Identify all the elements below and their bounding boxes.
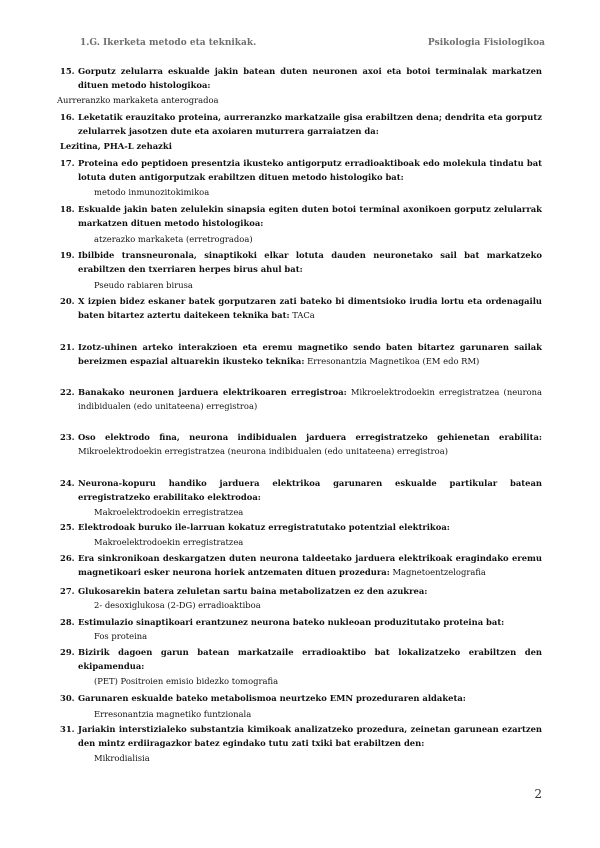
question-number: 23.	[60, 432, 75, 442]
answer-text: Pseudo rabiaren birusa	[94, 280, 193, 290]
question-text: Jariakin interstizialeko substantzia kimikoak analizatzeko prozedura, zeinetan garunean ezartzen den mintz erdiiragazkor batez egindako tutu zati txiki bat erabiltzen den:	[78, 724, 542, 749]
answer-text: Erresonantzia Magnetikoa (EM edo RM)	[307, 356, 480, 367]
question-item	[60, 615, 542, 629]
question-text: Oso elektrodo fina, neurona indibidualen jarduera erregistratzeko gehienetan erabilita:	[78, 432, 542, 442]
question-text: X izpien bidez eskaner batek gorputzaren zati bateko bi dimentsioko irudia lortu eta ordenagailu baten bitartez aztertu daitekeen teknika bat:	[78, 296, 542, 321]
question-item	[60, 645, 542, 674]
header-left: 1.G. Ikerketa metodo eta teknikak.	[80, 38, 257, 48]
answer-text: Mikroelektrodoekin erregistratzea (neurona indibidualen (edo unitateena) erregistroa)	[78, 387, 543, 412]
question-number: 31.	[60, 724, 75, 734]
question-text: Garunaren eskualde bateko metabolismoa neurtzeko EMN prozeduraren aldaketa:	[78, 693, 466, 703]
question-number: 21.	[60, 342, 75, 352]
question-number: 17.	[60, 158, 75, 168]
question-number: 18.	[60, 204, 75, 214]
answer-text: Erresonantzia magnetiko funtzionala	[94, 709, 252, 719]
question-text: Elektrodoak buruko ile-larruan kokatuz erregistratutako potentzial elektrikoa:	[78, 522, 450, 532]
question-number: 30.	[60, 693, 75, 703]
answer-text: atzerazko markaketa (erretrogradoa)	[94, 234, 253, 244]
answer-text: Mikroelektrodoekin erregistratzea (neurona indibidualen (edo unitateena) erregistroa)	[78, 446, 448, 457]
question-number: 19.	[60, 250, 75, 260]
answer-text: Makroelektrodoekin erregistratzea	[94, 507, 244, 517]
question-item	[60, 520, 542, 534]
question-text: Leketatik erauzitako proteina, aurreranzko markatzaile gisa erabiltzen dena; dendrita eta gorputz zelularrek jasotzen dute eta axoiaren muturrera garraiatzen da:	[78, 112, 542, 137]
question-item	[60, 551, 542, 580]
question-number: 24.	[60, 478, 75, 488]
question-item	[60, 248, 542, 277]
question-text: Neurona-kopuru handiko jarduera elektrikoa garunaren eskualde partikular batean erregistratzeko erabilitako elektrodoa:	[78, 478, 542, 503]
question-item	[60, 584, 542, 598]
question-number: 20.	[60, 296, 75, 306]
question-number: 29.	[60, 647, 75, 657]
question-text: Estimulazio sinaptikoari erantzunez neurona bateko nukleoan produzitutako proteina bat:	[78, 617, 505, 627]
answer-text: (PET) Positroien emisio bidezko tomografia	[94, 676, 279, 686]
answer-text: 2- desoxiglukosa (2-DG) erradioaktiboa	[94, 600, 261, 610]
question-number: 25.	[60, 522, 75, 532]
answer-text: Aurreranzko markaketa anterogradoa	[57, 95, 219, 105]
answer-text: Fos proteina	[94, 631, 148, 641]
answer-text: Mikrodialisia	[94, 753, 150, 763]
question-text: Era sinkronikoan deskargatzen duten neurona taldeetako jarduera elektrikoak eragindako eremu magnetikoari esker neurona horiek antzematen dituen prozedura:	[78, 553, 542, 578]
question-text: Banakako neuronen jarduera elektrikoaren erregistroa:	[78, 387, 347, 397]
question-item	[60, 430, 542, 459]
question-text: Bizirik dagoen garun batean markatzaile erradioaktibo bat lokalizatzeko erabiltzen den ekipamendua:	[78, 647, 542, 672]
question-text: Proteina edo peptidoen presentzia ikusteko antigorputz erradioaktiboak edo molekula tindatu bat lotuta duten antigorputzak erabiltzen dituen metodo histologiko bat:	[78, 158, 542, 183]
question-item	[60, 691, 542, 705]
header-right: Psikologia Fisiologikoa	[427, 38, 545, 48]
question-text: Eskualde jakin baten zelulekin sinapsia egiten duten botoi terminal axonikoen gorputz zelularrak markatzen dituen metodo histologikoa:	[78, 204, 542, 229]
question-item	[60, 722, 542, 751]
question-number: 15.	[60, 66, 75, 76]
question-number: 27.	[60, 586, 75, 596]
answer-text: Magnetoentzelografia	[392, 567, 486, 578]
answer-text: metodo inmunozitokimikoa	[94, 187, 210, 197]
question-number: 26.	[60, 553, 75, 563]
question-item	[60, 476, 542, 505]
question-text: Gorputz zelularra eskualde jakin batean duten neuronen axoi eta botoi terminalak markatzen dituen metodo histologikoa:	[78, 66, 542, 91]
answer-text: Lezitina, PHA-L zehazki	[60, 141, 172, 151]
question-item	[60, 202, 542, 231]
question-item	[60, 340, 542, 369]
question-item	[60, 64, 542, 93]
question-item	[60, 385, 543, 414]
question-number: 22.	[60, 387, 75, 397]
page-number: 2	[534, 787, 542, 801]
question-text: Izotz-uhinen arteko interakzioen eta eremu magnetiko sendo baten bitartez garunaren sailak bereizmen espazial altuarekin ikusteko teknika:	[78, 342, 542, 367]
answer-text: Makroelektrodoekin erregistratzea	[94, 537, 244, 547]
answer-text: TACa	[292, 310, 315, 321]
question-number: 28.	[60, 617, 75, 627]
question-number: 16.	[60, 112, 75, 122]
question-text: Glukosarekin batera zeluletan sartu baina metabolizatzen ez den azukrea:	[78, 586, 428, 596]
question-text: Ibilbide transneuronala, sinaptikoki elkar lotuta dauden neuronetako sail bat markatzeko erabiltzen den txerriaren herpes birus ahul bat:	[78, 250, 542, 275]
question-item	[60, 156, 542, 185]
question-item	[60, 294, 542, 323]
question-item	[60, 110, 542, 139]
